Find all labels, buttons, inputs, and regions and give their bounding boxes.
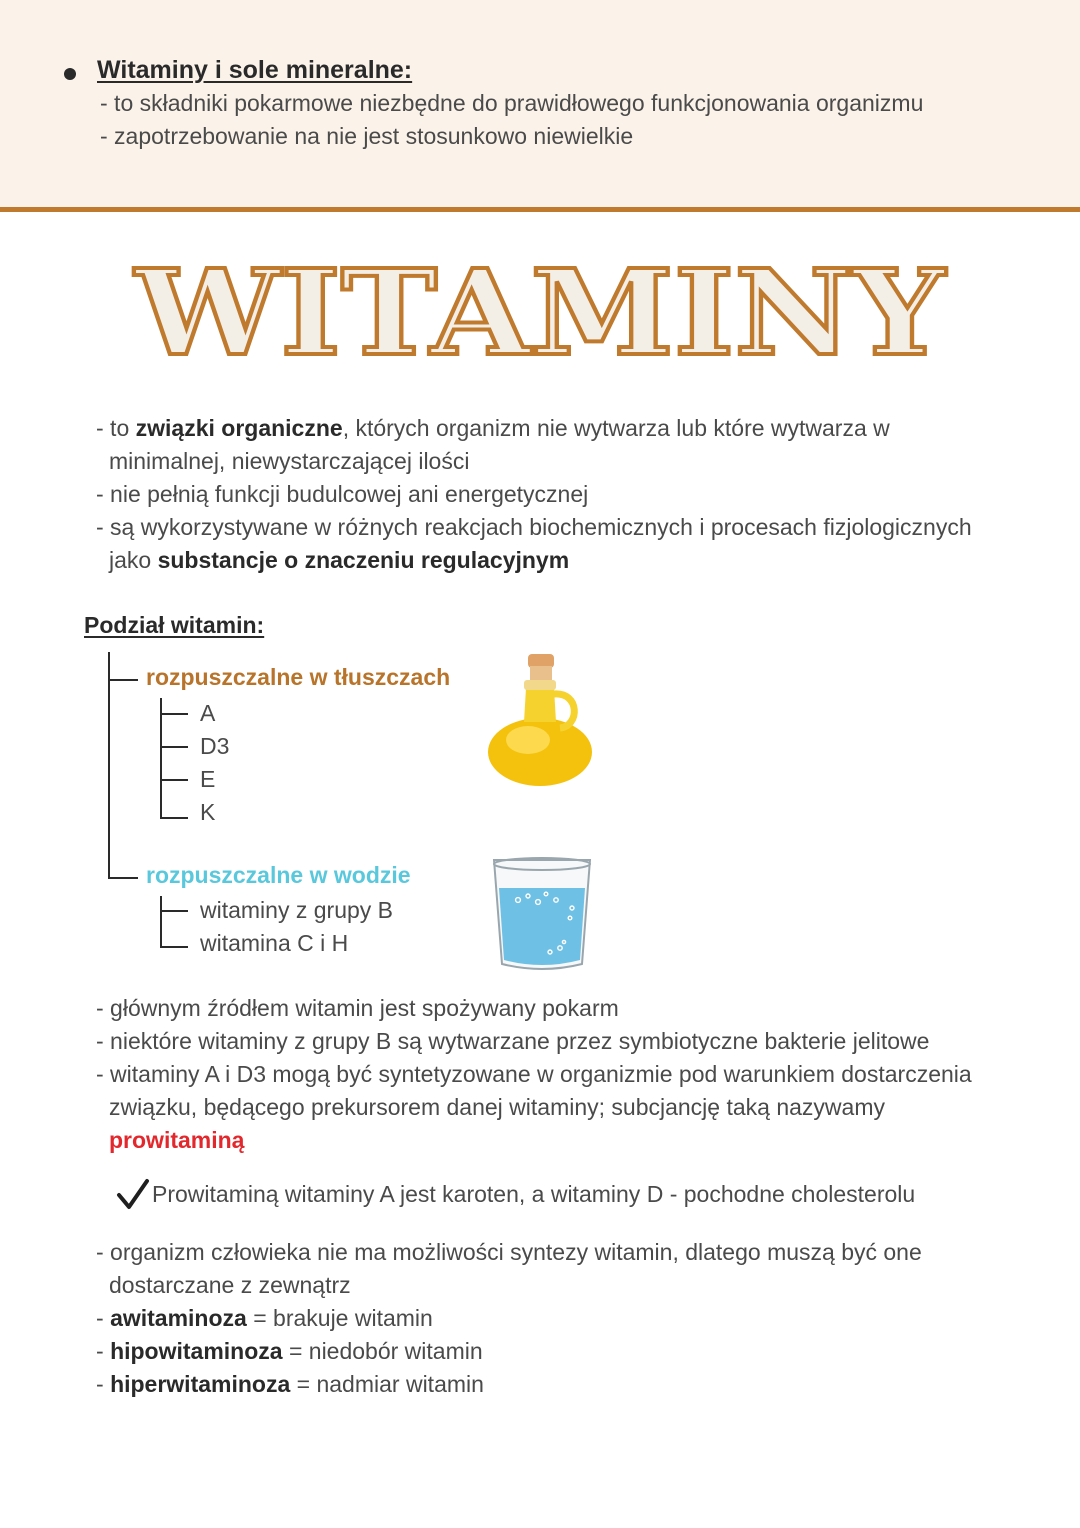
sources-line-4: związku, będącego prekursorem danej witaminy; subcjancję taką nazywamy	[109, 1094, 885, 1120]
page-title-text: WITAMINY	[132, 244, 947, 374]
definition-line-2: minimalnej, niewystarczającej ilości	[109, 448, 470, 474]
oil-bottle-icon	[480, 648, 600, 788]
intro-heading: Witaminy i sole mineralne:	[97, 56, 413, 84]
definition-line-3: - nie pełnią funkcji budulcowej ani energetycznej	[96, 481, 589, 507]
water-glass-icon	[490, 852, 594, 974]
section-divider	[0, 207, 1080, 212]
vitamin-e: E	[200, 766, 216, 792]
subtree-fat-branch	[160, 817, 188, 819]
term-row-hiperwitaminoza: - hiperwitaminoza = nadmiar witamin	[96, 1371, 484, 1397]
vitamin-k: K	[200, 799, 216, 825]
term-prowitamin: prowitaminą	[109, 1127, 245, 1153]
sources-line-2: - niektóre witaminy z grupy B są wytwarzane przez symbiotyczne bakterie jelitowe	[96, 1028, 930, 1054]
category-fat-soluble: rozpuszczalne w tłuszczach	[146, 664, 451, 690]
subtree-fat-trunk	[160, 698, 162, 818]
prowitamin-note: Prowitaminą witaminy A jest karoten, a witaminy D - pochodne cholesterolu	[152, 1181, 916, 1207]
subtree-fat-branch	[160, 713, 188, 715]
sources-line-3: - witaminy A i D3 mogą być syntetyzowane w organizmie pod warunkiem dostarczenia	[96, 1061, 972, 1087]
term-organic-compounds: związki organiczne	[135, 415, 343, 441]
term-regulatory-substances: substancje o znaczeniu regulacyjnym	[157, 547, 570, 573]
category-water-soluble: rozpuszczalne w wodzie	[146, 862, 411, 888]
term-row-hipowitaminoza: - hipowitaminoza = niedobór witamin	[96, 1338, 483, 1364]
deficiency-line-2: dostarczane z zewnątrz	[109, 1272, 351, 1298]
subtree-water-branch	[160, 946, 188, 948]
subtree-fat-branch	[160, 779, 188, 781]
definition-line-4: - są wykorzystywane w różnych reakcjach biochemicznych i procesach fizjologicznych	[96, 514, 972, 540]
vitamin-c-h: witamina C i H	[200, 930, 349, 956]
vitamin-b-group: witaminy z grupy B	[200, 897, 394, 923]
tree-trunk	[108, 652, 110, 878]
subtree-water-branch	[160, 910, 188, 912]
vitamin-a: A	[200, 700, 216, 726]
subtree-fat-branch	[160, 746, 188, 748]
page-title	[0, 244, 1080, 374]
intro-line-2: - zapotrzebowanie na nie jest stosunkowo niewielkie	[100, 123, 634, 149]
vitamin-d3: D3	[200, 733, 230, 759]
tree-branch-water	[108, 877, 138, 879]
definition-line-1: - to związki organiczne, których organizm nie wytwarza lub które wytwarza w	[96, 415, 890, 441]
division-heading: Podział witamin:	[84, 612, 265, 638]
tree-branch-fat	[108, 679, 138, 681]
intro-line-1: - to składniki pokarmowe niezbędne do prawidłowego funkcjonowania organizmu	[100, 90, 924, 116]
definition-line-5: jako substancje o znaczeniu regulacyjnym	[109, 547, 570, 573]
subtree-water-trunk	[160, 896, 162, 948]
bullet-icon	[64, 68, 76, 80]
sources-line-1: - głównym źródłem witamin jest spożywany pokarm	[96, 995, 619, 1021]
checkmark-icon	[116, 1178, 150, 1212]
deficiency-line-1: - organizm człowieka nie ma możliwości syntezy witamin, dlatego muszą być one	[96, 1239, 922, 1265]
term-row-awitaminoza: - awitaminoza = brakuje witamin	[96, 1305, 433, 1331]
